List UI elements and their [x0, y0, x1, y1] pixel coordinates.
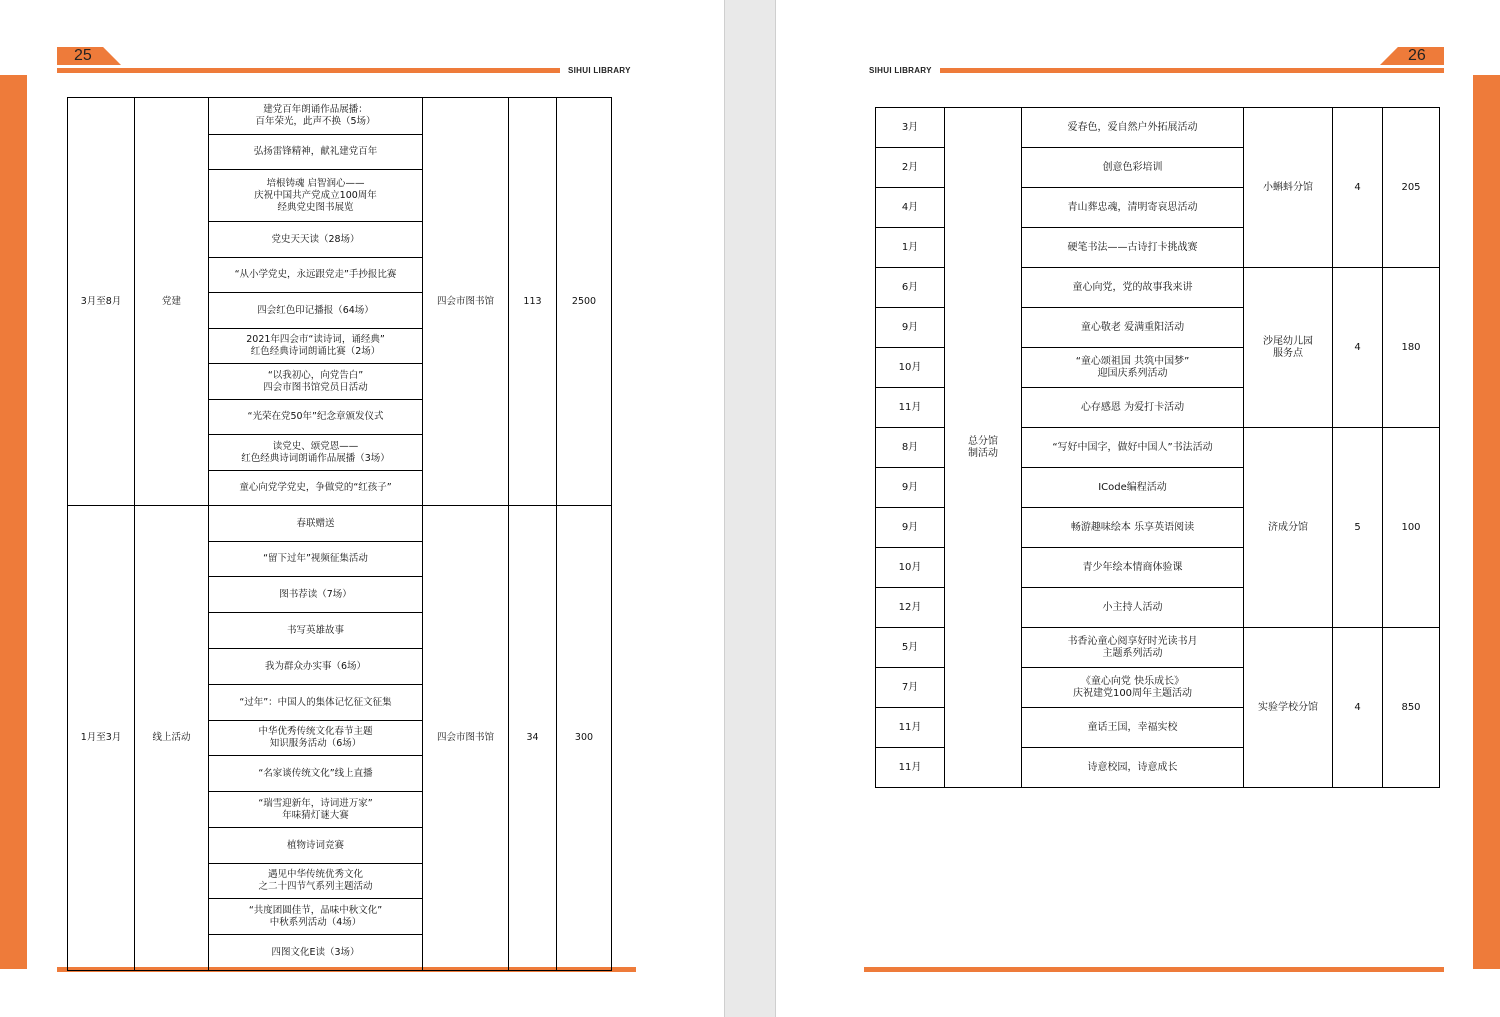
month-cell: 12月 — [876, 588, 945, 628]
branch-cell: 实验学校分馆 — [1244, 628, 1333, 788]
count-cell: 5 — [1333, 428, 1383, 628]
participants-cell: 205 — [1383, 108, 1440, 268]
right-bottom-rule — [864, 967, 1444, 972]
activity-cell: 四会红色印记播报（64场） — [209, 293, 423, 329]
activity-cell: “共度团圆佳节，品味中秋文化” 中秋系列活动（4场） — [209, 899, 423, 935]
month-cell: 3月 — [876, 108, 945, 148]
month-cell: 11月 — [876, 748, 945, 788]
activity-cell: 硬笔书法——古诗打卡挑战赛 — [1022, 228, 1244, 268]
activity-cell: 建党百年朗诵作品展播： 百年荣光，此声不换（5场） — [209, 98, 423, 135]
period-cell: 3月至8月 — [68, 98, 135, 506]
category-cell: 党建 — [135, 98, 209, 506]
activity-cell: 童心向党，党的故事我来讲 — [1022, 268, 1244, 308]
table-row — [68, 98, 612, 135]
activity-cell: “从小学党史，永远跟党走”手抄报比赛 — [209, 258, 423, 293]
activity-cell: “名家谈传统文化”线上直播 — [209, 756, 423, 792]
table-row — [68, 506, 612, 542]
activity-cell: 弘扬雷锋精神，献礼建党百年 — [209, 135, 423, 170]
count-cell: 4 — [1333, 268, 1383, 428]
activity-cell: 书写英雄故事 — [209, 613, 423, 649]
activity-cell: 2021年四会市“读诗词，诵经典” 红色经典诗词朗诵比赛（2场） — [209, 329, 423, 364]
activity-cell: “童心颂祖国 共筑中国梦” 迎国庆系列活动 — [1022, 348, 1244, 388]
activity-cell: 青少年绘本情商体验课 — [1022, 548, 1244, 588]
activity-cell: “过年”：中国人的集体记忆征文征集 — [209, 685, 423, 721]
branch-cell: 小蝌蚪分馆 — [1244, 108, 1333, 268]
month-cell: 2月 — [876, 148, 945, 188]
table-row — [876, 108, 1440, 148]
left-top-rule — [57, 68, 560, 73]
venue-cell: 四会市图书馆 — [423, 506, 509, 971]
month-cell: 9月 — [876, 508, 945, 548]
period-cell: 1月至3月 — [68, 506, 135, 971]
activity-cell: 心存感恩 为爱打卡活动 — [1022, 388, 1244, 428]
activity-cell: “以我初心，向党告白” 四会市图书馆党员日活动 — [209, 364, 423, 400]
month-cell: 11月 — [876, 388, 945, 428]
right-brand-label: SIHUI LIBRARY — [869, 66, 932, 75]
activity-cell: “瑞雪迎新年，诗词进万家” 年味猜灯谜大赛 — [209, 792, 423, 828]
activity-cell: 四图文化E读（3场） — [209, 935, 423, 971]
participants-cell: 2500 — [557, 98, 612, 506]
activity-cell: 图书荐读（7场） — [209, 577, 423, 613]
activity-cell: 童话王国，幸福实校 — [1022, 708, 1244, 748]
activity-cell: 书香沁童心阅享好时光读书月 主题系列活动 — [1022, 628, 1244, 668]
activity-cell: 春联赠送 — [209, 506, 423, 542]
activity-cell: 诗意校园，诗意成长 — [1022, 748, 1244, 788]
count-cell: 113 — [509, 98, 557, 506]
category-cell: 线上活动 — [135, 506, 209, 971]
activity-cell: 畅游趣味绘本 乐享英语阅读 — [1022, 508, 1244, 548]
gutter-edge-left — [724, 0, 725, 1017]
category-cell: 总分馆 制活动 — [945, 108, 1022, 788]
activity-cell: 《童心向党 快乐成长》 庆祝建党100周年主题活动 — [1022, 668, 1244, 708]
activity-cell: “光荣在党50年”纪念章颁发仪式 — [209, 400, 423, 435]
left-page-number: 25 — [74, 47, 92, 64]
activity-cell: 童心敬老 爱满重阳活动 — [1022, 308, 1244, 348]
month-cell: 6月 — [876, 268, 945, 308]
right-activity-table — [875, 107, 1440, 788]
activity-cell: 党史天天读（28场） — [209, 222, 423, 258]
activity-cell: 青山葬忠魂，清明寄哀思活动 — [1022, 188, 1244, 228]
month-cell: 9月 — [876, 468, 945, 508]
activity-cell: 植物诗词竞赛 — [209, 828, 423, 864]
month-cell: 11月 — [876, 708, 945, 748]
participants-cell: 850 — [1383, 628, 1440, 788]
activity-cell: 小主持人活动 — [1022, 588, 1244, 628]
branch-cell: 沙尾幼儿园 服务点 — [1244, 268, 1333, 428]
left-brand-label: SIHUI LIBRARY — [568, 66, 631, 75]
left-activity-table — [67, 97, 612, 971]
activity-cell: “写好中国字，做好中国人”书法活动 — [1022, 428, 1244, 468]
activity-cell: 中华优秀传统文化春节主题 知识服务活动（6场） — [209, 721, 423, 756]
month-cell: 9月 — [876, 308, 945, 348]
count-cell: 34 — [509, 506, 557, 971]
right-top-rule — [940, 68, 1444, 73]
participants-cell: 180 — [1383, 268, 1440, 428]
month-cell: 7月 — [876, 668, 945, 708]
month-cell: 1月 — [876, 228, 945, 268]
activity-cell: 读党史、颂党恩—— 红色经典诗词朗诵作品展播（3场） — [209, 435, 423, 471]
activity-cell: 童心向党学党史，争做党的“红孩子” — [209, 471, 423, 506]
book-gutter — [724, 0, 776, 1017]
right-accent-strip — [1473, 75, 1500, 969]
month-cell: 10月 — [876, 548, 945, 588]
activity-cell: 爱春色，爱自然户外拓展活动 — [1022, 108, 1244, 148]
activity-cell: ICode编程活动 — [1022, 468, 1244, 508]
left-accent-strip — [0, 75, 27, 969]
activity-cell: 创意色彩培训 — [1022, 148, 1244, 188]
gutter-edge-right — [775, 0, 776, 1017]
activity-cell: “留下过年”视频征集活动 — [209, 542, 423, 577]
month-cell: 4月 — [876, 188, 945, 228]
count-cell: 4 — [1333, 108, 1383, 268]
month-cell: 10月 — [876, 348, 945, 388]
participants-cell: 300 — [557, 506, 612, 971]
month-cell: 5月 — [876, 628, 945, 668]
venue-cell: 四会市图书馆 — [423, 98, 509, 506]
count-cell: 4 — [1333, 628, 1383, 788]
month-cell: 8月 — [876, 428, 945, 468]
right-page-number: 26 — [1408, 47, 1426, 64]
activity-cell: 遇见中华传统优秀文化 之二十四节气系列主题活动 — [209, 864, 423, 899]
participants-cell: 100 — [1383, 428, 1440, 628]
activity-cell: 我为群众办实事（6场） — [209, 649, 423, 685]
activity-cell: 培根铸魂 启智润心—— 庆祝中国共产党成立100周年 经典党史图书展览 — [209, 170, 423, 222]
branch-cell: 济成分馆 — [1244, 428, 1333, 628]
